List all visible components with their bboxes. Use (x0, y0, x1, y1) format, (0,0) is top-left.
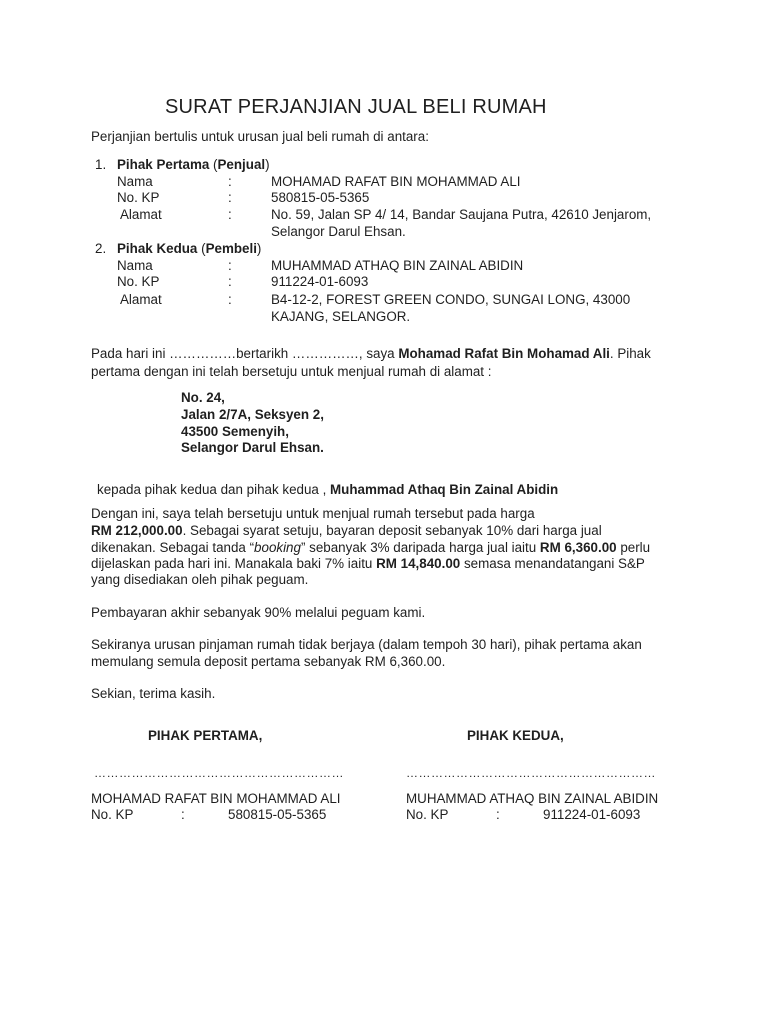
party1-address-line2: Selangor Darul Ehsan. (271, 224, 406, 239)
balance-text-a: dijelaskan pada hari ini. Manakala baki 7% iaitu (91, 556, 377, 571)
closing-text: Sekian, terima kasih. (91, 686, 216, 701)
party1-name-label: Nama (117, 174, 153, 189)
party2-address-colon: : (228, 292, 232, 307)
signature-left-kp-label: No. KP (91, 807, 134, 822)
party2-kp-value: 911224-01-6093 (271, 274, 369, 289)
party1-role: Pihak Pertama (117, 157, 210, 172)
agreement-date-line (91, 345, 651, 362)
party1-open-paren: ( (209, 157, 218, 172)
booking-word: booking (254, 540, 301, 555)
balance-text-b: semasa menandatangani S&P (460, 556, 645, 571)
signature-right-name: MUHAMMAD ATHAQ BIN ZAINAL ABIDIN (406, 791, 659, 806)
document-title: SURAT PERJANJIAN JUAL BELI RUMAH (165, 96, 547, 118)
party1-address-colon: : (228, 207, 232, 222)
party1-name-value: MOHAMAD RAFAT BIN MOHAMMAD ALI (271, 174, 521, 189)
party1-number: 1. (95, 157, 107, 172)
loan-clause-line1: Sekiranya urusan pinjaman rumah tidak berjaya (dalam tempoh 30 hari), pihak pertama akan (91, 637, 642, 652)
party1-address-value: No. 59, Jalan SP 4/ 14, Bandar Saujana Putra, 42610 Jenjarom, (271, 207, 652, 222)
signature-left-name: MOHAMAD RAFAT BIN MOHAMMAD ALI (91, 791, 341, 806)
signature-left-kp-colon: : (181, 807, 185, 822)
date-line-end: . Pihak (609, 346, 651, 361)
buyer-name-inline: Muhammad Athaq Bin Zainal Abidin (330, 482, 559, 497)
party2-address-value: B4-12-2, FOREST GREEN CONDO, SUNGAI LONG, 43000 (271, 292, 631, 307)
seller-name-inline: Mohamad Rafat Bin Mohamad Ali (398, 346, 610, 361)
property-address-line2: Jalan 2/7A, Seksyen 2, (181, 407, 324, 422)
deposit-terms: . Sebagai syarat setuju, bayaran deposit sebanyak 10% dari harga jual (182, 523, 602, 538)
party1-kp-value: 580815-05-5365 (271, 190, 370, 205)
party1-role-type: Penjual (217, 157, 266, 172)
date-line-text: Pada hari ini ……………bertarikh ……………, saya (91, 346, 399, 361)
party2-role: Pihak Kedua (117, 241, 198, 256)
property-address-line4: Selangor Darul Ehsan. (181, 440, 324, 455)
property-address-line3: 43500 Semenyih, (181, 424, 289, 439)
signature-right-heading: PIHAK KEDUA, (467, 728, 564, 743)
party1-heading (117, 156, 270, 173)
agreement-line2: pertama dengan ini telah bersetuju untuk menjual rumah di alamat : (91, 364, 492, 379)
signature-right-kp-colon: : (496, 807, 500, 822)
booking-amount: RM 6,360.00 (539, 540, 617, 555)
price-line1: Dengan ini, saya telah bersetuju untuk menjual rumah tersebut pada harga (91, 506, 535, 521)
party2-number: 2. (95, 241, 107, 256)
intro-text: Perjanjian bertulis untuk urusan jual beli rumah di antara: (91, 129, 429, 144)
party2-kp-label: No. KP (117, 274, 160, 289)
signature-right-kp-value: 911224-01-6093 (543, 807, 641, 822)
booking-text-a: dikenakan. Sebagai tanda “ (91, 540, 255, 555)
party2-name-label: Nama (117, 258, 153, 273)
party2-name-value: MUHAMMAD ATHAQ BIN ZAINAL ABIDIN (271, 258, 524, 273)
party2-name-colon: : (228, 258, 232, 273)
party1-kp-label: No. KP (117, 190, 160, 205)
party1-name-colon: : (228, 174, 232, 189)
signature-right-kp-label: No. KP (406, 807, 449, 822)
party2-address-label: Alamat (120, 292, 162, 307)
booking-text-c: perlu (616, 540, 651, 555)
party2-address-line2: KAJANG, SELANGOR. (271, 309, 411, 324)
buyer-line (97, 481, 558, 498)
party2-role-type: Pembeli (205, 241, 257, 256)
balance-amount: RM 14,840.00 (376, 556, 461, 571)
property-address-line1: No. 24, (181, 390, 225, 405)
party2-heading (117, 240, 261, 257)
signature-left-line: …………………………………………………… (94, 766, 344, 780)
price-line3 (91, 539, 650, 556)
loan-clause-line2: memulang semula deposit pertama sebanyak RM 6,360.00. (91, 654, 446, 669)
price-line4 (91, 555, 645, 572)
party2-open-paren: ( (197, 241, 206, 256)
booking-text-b: ” sebanyak 3% daripada harga jual iaitu (300, 540, 540, 555)
party1-kp-colon: : (228, 190, 232, 205)
party2-kp-colon: : (228, 274, 232, 289)
price-line5: yang disediakan oleh pihak peguam. (91, 572, 309, 587)
buyer-line-text: kepada pihak kedua dan pihak kedua , (97, 482, 331, 497)
party1-address-label: Alamat (120, 207, 162, 222)
final-payment-text: Pembayaran akhir sebanyak 90% melalui peguam kami. (91, 605, 426, 620)
party2-close-paren: ) (256, 241, 262, 256)
signature-left-heading: PIHAK PERTAMA, (148, 728, 263, 743)
signature-right-line: …………………………………………………… (406, 766, 656, 780)
house-price: RM 212,000.00 (91, 523, 183, 538)
signature-left-kp-value: 580815-05-5365 (228, 807, 327, 822)
party1-close-paren: ) (265, 157, 270, 172)
price-line2 (91, 522, 602, 539)
